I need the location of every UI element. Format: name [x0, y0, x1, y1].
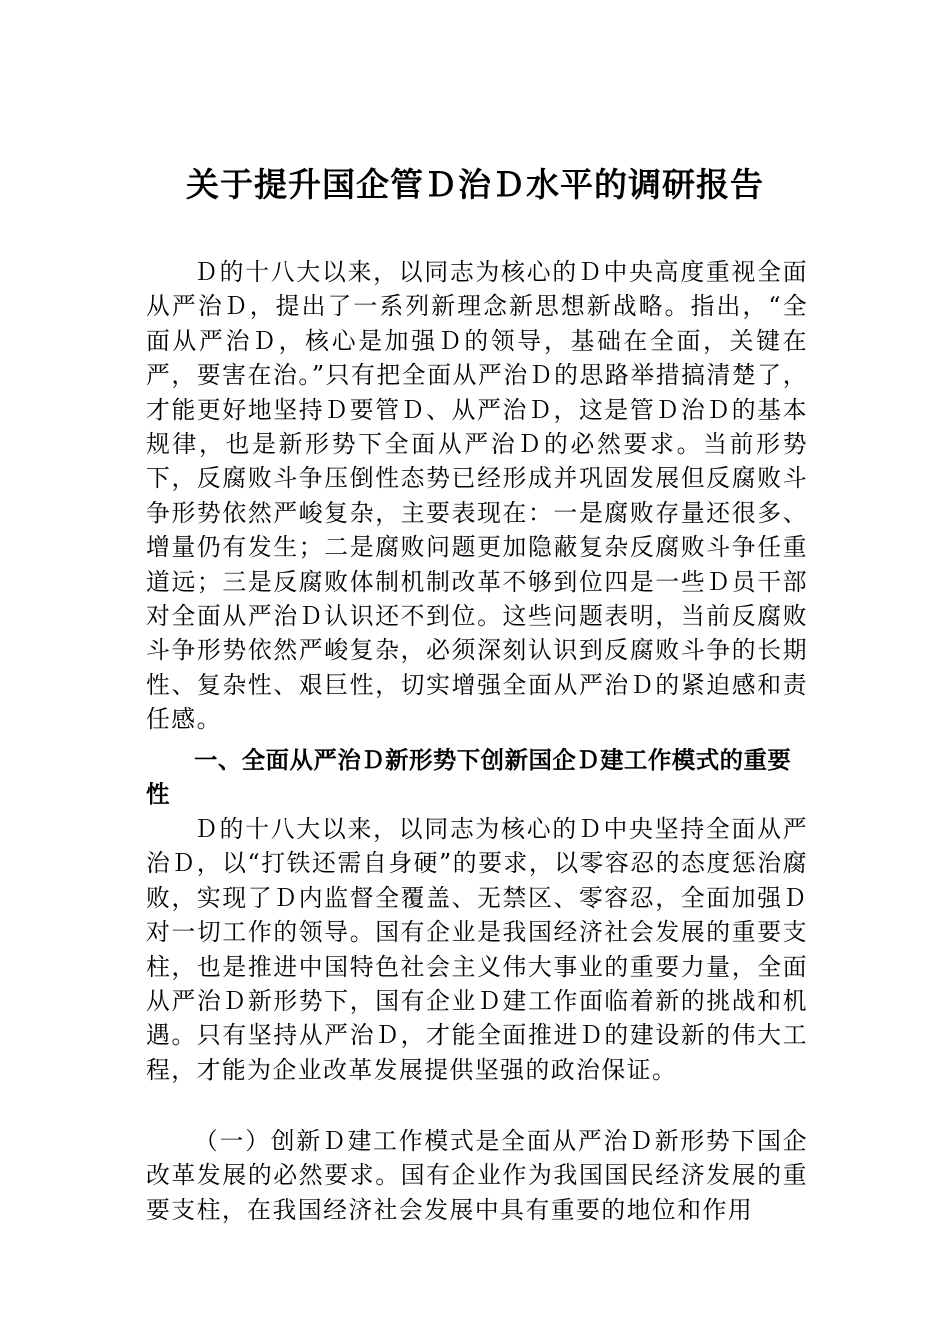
subsection-lead: （一）创新Ｄ建工作模式是全面从严治Ｄ新形势下国企改革发展的必然要求。 — [146, 1127, 808, 1190]
section-heading: 一、全面从严治Ｄ新形势下创新国企Ｄ建工作模式的重要性 — [146, 746, 792, 809]
section-paragraph: Ｄ的十八大以来，以同志为核心的Ｄ中央坚持全面从严治Ｄ，以“打铁还需自身硬”的要求，以零容忍的态度惩治腐败，实现了Ｄ内监督全覆盖、无禁区、零容忍，全面加强Ｄ对一切工作的领导。国有企业是我国经济社会发展的重要支柱，也是推进中国特色社会主义伟大事业的重要力量，全面从严治Ｄ新形势下，国有企业Ｄ建工作面临着新的挑战和机遇。只有坚持从严治Ｄ，才能全面推进Ｄ的建设新的伟大工程，才能为企业改革发展提供坚强的政治保证。 — [146, 815, 808, 1084]
subsection-paragraph — [146, 1124, 808, 1227]
intro-paragraph: Ｄ的十八大以来，以同志为核心的Ｄ中央高度重视全面从严治Ｄ，提出了一系列新理念新思想新战略。指出，“全面从严治Ｄ，核心是加强Ｄ的领导，基础在全面，关键在严，要害在治。”只有把全面从严治Ｄ的思路举措搞清楚了，才能更好地坚持Ｄ要管Ｄ、从严治Ｄ，这是管Ｄ治Ｄ的基本规律，也是新形势下全面从严治Ｄ的必然要求。当前形势下，反腐败斗争压倒性态势已经形成并巩固发展但反腐败斗争形势依然严峻复杂，主要表现在：一是腐败存量还很多、增量仍有发生；二是腐败问题更加隐蔽复杂反腐败斗争任重道远；三是反腐败体制机制改革不够到位四是一些Ｄ员干部对全面从严治Ｄ认识还不到位。这些问题表明，当前反腐败斗争形势依然严峻复杂，必须深刻认识到反腐败斗争的长期性、复杂性、艰巨性，切实增强全面从严治Ｄ的紧迫感和责任感。 — [146, 258, 808, 734]
document-title: 关于提升国企管Ｄ治Ｄ水平的调研报告 — [186, 165, 764, 204]
subsection-text: 国有企业作为我国国民经济发展的重要支柱，在我国经济社会发展中具有重要的地位和作用 — [146, 1161, 809, 1224]
